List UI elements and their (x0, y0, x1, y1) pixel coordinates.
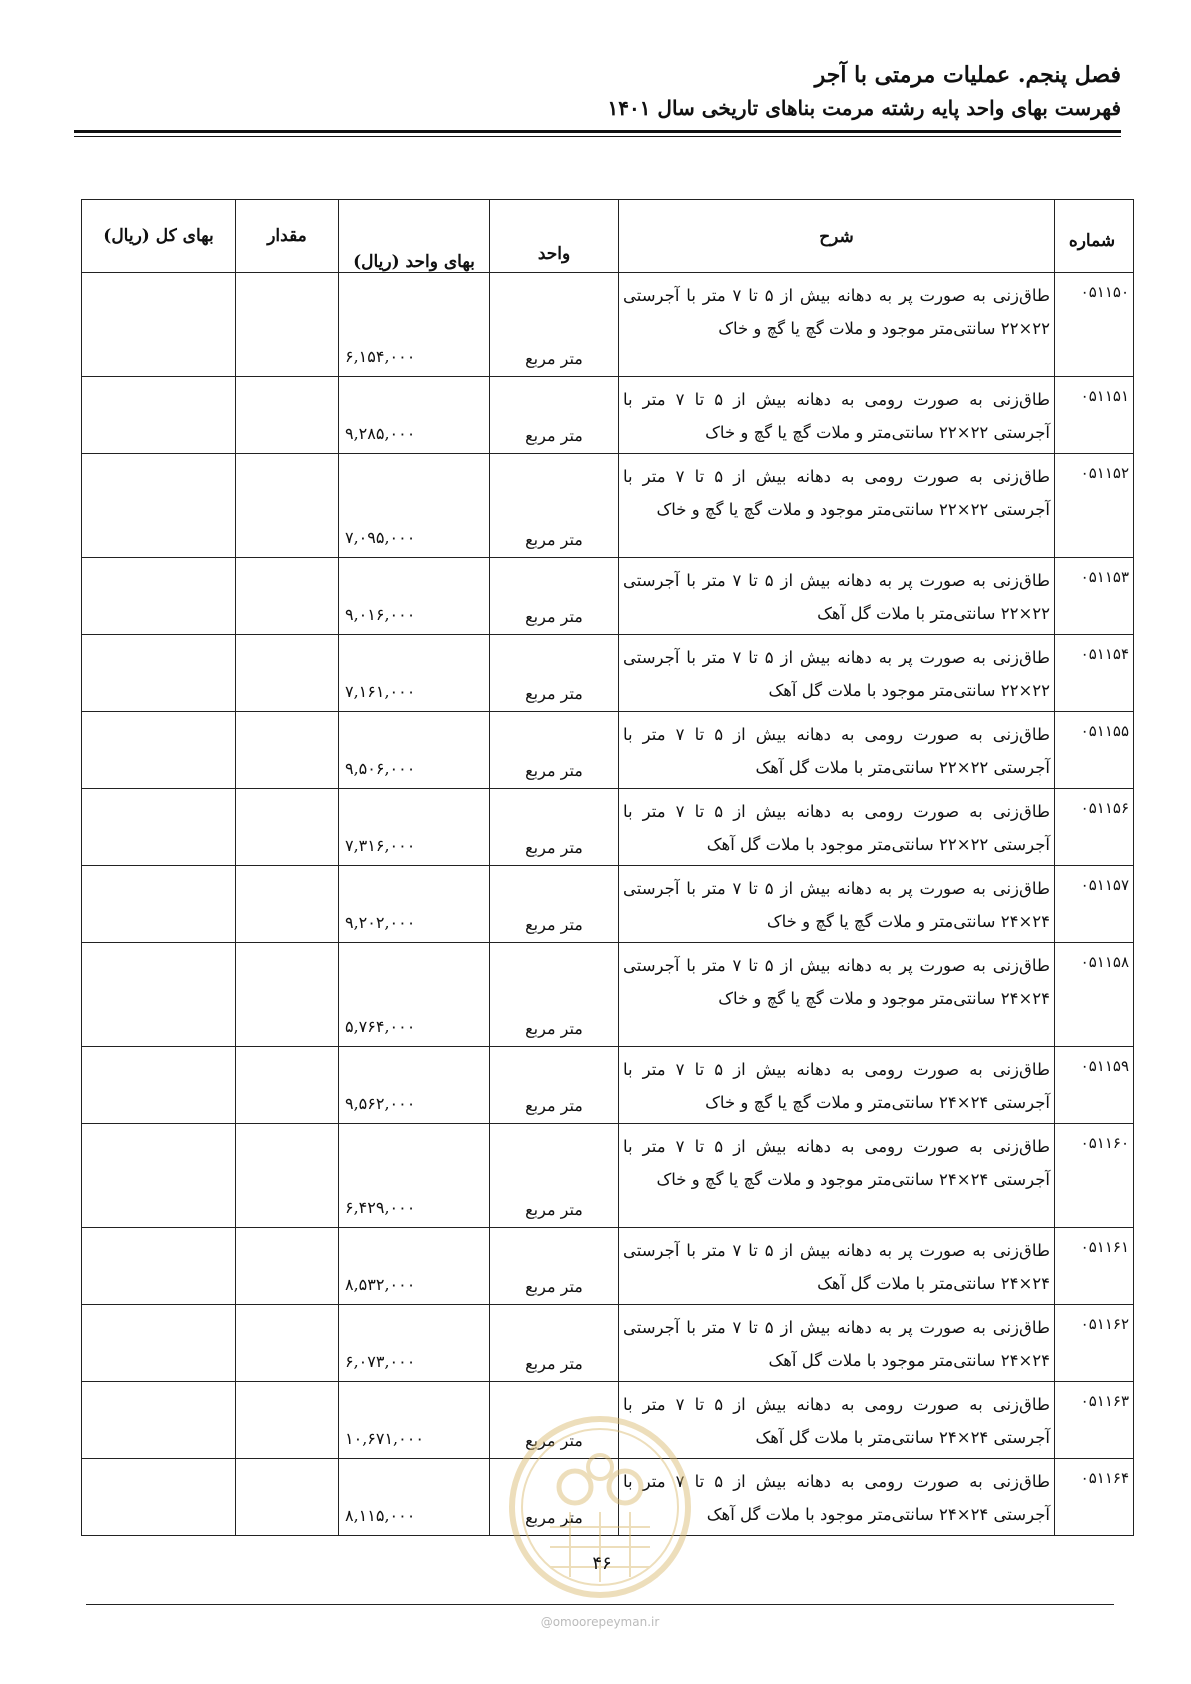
table-header-row (82, 200, 1134, 273)
row-code: ۰۵۱۱۵۶ (1055, 789, 1134, 866)
row-quantity (236, 789, 339, 866)
footer-rule (86, 1604, 1114, 1605)
row-unit-price: ۵,۷۶۴,۰۰۰ (339, 943, 490, 1047)
row-code: ۰۵۱۱۵۴ (1055, 635, 1134, 712)
row-description: طاق‌زنی به صورت پر به دهانه بیش از ۵ تا ۷ متر با آجرستی ۲۴×۲۴ سانتی‌متر موجود و ملات گچ یا گچ و خاک (619, 943, 1055, 1047)
row-unit: متر مربع (490, 712, 619, 789)
row-unit: متر مربع (490, 1382, 619, 1459)
row-total-price (82, 1459, 236, 1536)
row-quantity (236, 1047, 339, 1124)
row-unit-price: ۷,۱۶۱,۰۰۰ (339, 635, 490, 712)
row-unit-price: ۱۰,۶۷۱,۰۰۰ (339, 1382, 490, 1459)
row-total-price (82, 273, 236, 377)
row-unit: متر مربع (490, 635, 619, 712)
row-total-price (82, 1305, 236, 1382)
row-quantity (236, 943, 339, 1047)
table-row (82, 377, 1134, 454)
col-header-unit: واحد (490, 200, 619, 273)
row-total-price (82, 558, 236, 635)
row-total-price (82, 1382, 236, 1459)
row-quantity (236, 1459, 339, 1536)
row-unit: متر مربع (490, 1124, 619, 1228)
col-header-price: بهای واحد (ریال) (339, 200, 490, 273)
col-header-code: شماره (1055, 200, 1134, 273)
row-unit: متر مربع (490, 1228, 619, 1305)
row-code: ۰۵۱۱۵۵ (1055, 712, 1134, 789)
row-code: ۰۵۱۱۶۴ (1055, 1459, 1134, 1536)
table-row (82, 866, 1134, 943)
table-row (82, 558, 1134, 635)
row-quantity (236, 558, 339, 635)
row-quantity (236, 712, 339, 789)
row-unit: متر مربع (490, 558, 619, 635)
row-description: طاق‌زنی به صورت پر به دهانه بیش از ۵ تا ۷ متر با آجرستی ۲۲×۲۲ سانتی‌متر با ملات گل آهک (619, 558, 1055, 635)
page-number: ۴۶ (592, 1553, 612, 1574)
row-description: طاق‌زنی به صورت رومی به دهانه بیش از ۵ تا ۷ متر با آجرستی ۲۲×۲۲ سانتی‌متر با ملات گل آهک (619, 712, 1055, 789)
row-description: طاق‌زنی به صورت پر به دهانه بیش از ۵ تا ۷ متر با آجرستی ۲۴×۲۴ سانتی‌متر و ملات گچ یا گچ و خاک (619, 866, 1055, 943)
table-row (82, 712, 1134, 789)
row-unit-price: ۹,۵۰۶,۰۰۰ (339, 712, 490, 789)
table-row (82, 1047, 1134, 1124)
row-description: طاق‌زنی به صورت پر به دهانه بیش از ۵ تا ۷ متر با آجرستی ۲۲×۲۲ سانتی‌متر موجود و ملات گچ یا گچ و خاک (619, 273, 1055, 377)
row-description: طاق‌زنی به صورت پر به دهانه بیش از ۵ تا ۷ متر با آجرستی ۲۴×۲۴ سانتی‌متر موجود با ملات گل آهک (619, 1305, 1055, 1382)
row-code: ۰۵۱۱۵۲ (1055, 454, 1134, 558)
row-quantity (236, 635, 339, 712)
row-total-price (82, 377, 236, 454)
row-unit: متر مربع (490, 273, 619, 377)
chapter-title: فصل پنجم. عملیات مرمتی با آجر (814, 62, 1121, 88)
table-row (82, 789, 1134, 866)
row-total-price (82, 866, 236, 943)
row-total-price (82, 1228, 236, 1305)
row-unit: متر مربع (490, 1305, 619, 1382)
row-unit-price: ۶,۰۷۳,۰۰۰ (339, 1305, 490, 1382)
table-row (82, 1228, 1134, 1305)
row-quantity (236, 866, 339, 943)
row-code: ۰۵۱۱۵۰ (1055, 273, 1134, 377)
row-unit-price: ۸,۱۱۵,۰۰۰ (339, 1459, 490, 1536)
row-total-price (82, 454, 236, 558)
col-header-desc: شرح (619, 200, 1055, 273)
col-header-qty: مقدار (236, 200, 339, 273)
watermark-text: @omoorepeyman.ir (540, 1615, 660, 1629)
row-unit-price: ۹,۲۰۲,۰۰۰ (339, 866, 490, 943)
row-description: طاق‌زنی به صورت پر به دهانه بیش از ۵ تا ۷ متر با آجرستی ۲۴×۲۴ سانتی‌متر با ملات گل آهک (619, 1228, 1055, 1305)
row-quantity (236, 1305, 339, 1382)
header-rule-thick (74, 130, 1121, 133)
row-unit-price: ۷,۰۹۵,۰۰۰ (339, 454, 490, 558)
document-title: فهرست بهای واحد پایه رشته مرمت بناهای تاریخی سال ۱۴۰۱ (607, 96, 1121, 120)
row-unit-price: ۹,۵۶۲,۰۰۰ (339, 1047, 490, 1124)
row-code: ۰۵۱۱۶۰ (1055, 1124, 1134, 1228)
row-code: ۰۵۱۱۶۲ (1055, 1305, 1134, 1382)
col-header-total: بهای کل (ریال) (82, 200, 236, 273)
row-code: ۰۵۱۱۵۷ (1055, 866, 1134, 943)
row-unit-price: ۸,۵۳۲,۰۰۰ (339, 1228, 490, 1305)
page-header (74, 58, 1121, 124)
row-code: ۰۵۱۱۵۳ (1055, 558, 1134, 635)
table-row (82, 273, 1134, 377)
row-description: طاق‌زنی به صورت رومی به دهانه بیش از ۵ تا ۷ متر با آجرستی ۲۴×۲۴ سانتی‌متر موجود و ملات گچ یا گچ و خاک (619, 1124, 1055, 1228)
row-unit: متر مربع (490, 1459, 619, 1536)
row-code: ۰۵۱۱۵۸ (1055, 943, 1134, 1047)
table-row (82, 1124, 1134, 1228)
row-unit: متر مربع (490, 454, 619, 558)
row-unit: متر مربع (490, 943, 619, 1047)
row-description: طاق‌زنی به صورت رومی به دهانه بیش از ۵ تا ۷ متر با آجرستی ۲۴×۲۴ سانتی‌متر موجود با ملات گل آهک (619, 1459, 1055, 1536)
table-row (82, 1305, 1134, 1382)
row-unit-price: ۷,۳۱۶,۰۰۰ (339, 789, 490, 866)
row-quantity (236, 1382, 339, 1459)
table-row (82, 454, 1134, 558)
row-total-price (82, 1047, 236, 1124)
row-unit: متر مربع (490, 866, 619, 943)
row-quantity (236, 454, 339, 558)
row-total-price (82, 1124, 236, 1228)
row-code: ۰۵۱۱۶۳ (1055, 1382, 1134, 1459)
row-description: طاق‌زنی به صورت رومی به دهانه بیش از ۵ تا ۷ متر با آجرستی ۲۴×۲۴ سانتی‌متر با ملات گل آهک (619, 1382, 1055, 1459)
row-quantity (236, 273, 339, 377)
row-unit-price: ۶,۱۵۴,۰۰۰ (339, 273, 490, 377)
header-rule-thin (74, 136, 1121, 137)
row-unit: متر مربع (490, 789, 619, 866)
row-description: طاق‌زنی به صورت رومی به دهانه بیش از ۵ تا ۷ متر با آجرستی ۲۴×۲۴ سانتی‌متر و ملات گچ یا گچ و خاک (619, 1047, 1055, 1124)
row-code: ۰۵۱۱۵۱ (1055, 377, 1134, 454)
row-total-price (82, 635, 236, 712)
row-unit-price: ۶,۴۲۹,۰۰۰ (339, 1124, 490, 1228)
table-row (82, 943, 1134, 1047)
price-list-table (81, 199, 1134, 1536)
row-quantity (236, 377, 339, 454)
row-unit: متر مربع (490, 377, 619, 454)
row-code: ۰۵۱۱۵۹ (1055, 1047, 1134, 1124)
row-description: طاق‌زنی به صورت رومی به دهانه بیش از ۵ تا ۷ متر با آجرستی ۲۲×۲۲ سانتی‌متر موجود و ملات گچ یا گچ و خاک (619, 454, 1055, 558)
row-unit-price: ۹,۰۱۶,۰۰۰ (339, 558, 490, 635)
row-description: طاق‌زنی به صورت رومی به دهانه بیش از ۵ تا ۷ متر با آجرستی ۲۲×۲۲ سانتی‌متر موجود با ملات گل آهک (619, 789, 1055, 866)
row-quantity (236, 1228, 339, 1305)
row-code: ۰۵۱۱۶۱ (1055, 1228, 1134, 1305)
row-description: طاق‌زنی به صورت پر به دهانه بیش از ۵ تا ۷ متر با آجرستی ۲۲×۲۲ سانتی‌متر موجود با ملات گل آهک (619, 635, 1055, 712)
table-row (82, 635, 1134, 712)
row-description: طاق‌زنی به صورت رومی به دهانه بیش از ۵ تا ۷ متر با آجرستی ۲۲×۲۲ سانتی‌متر و ملات گچ یا گچ و خاک (619, 377, 1055, 454)
row-unit: متر مربع (490, 1047, 619, 1124)
row-total-price (82, 943, 236, 1047)
row-quantity (236, 1124, 339, 1228)
row-total-price (82, 712, 236, 789)
row-unit-price: ۹,۲۸۵,۰۰۰ (339, 377, 490, 454)
row-total-price (82, 789, 236, 866)
